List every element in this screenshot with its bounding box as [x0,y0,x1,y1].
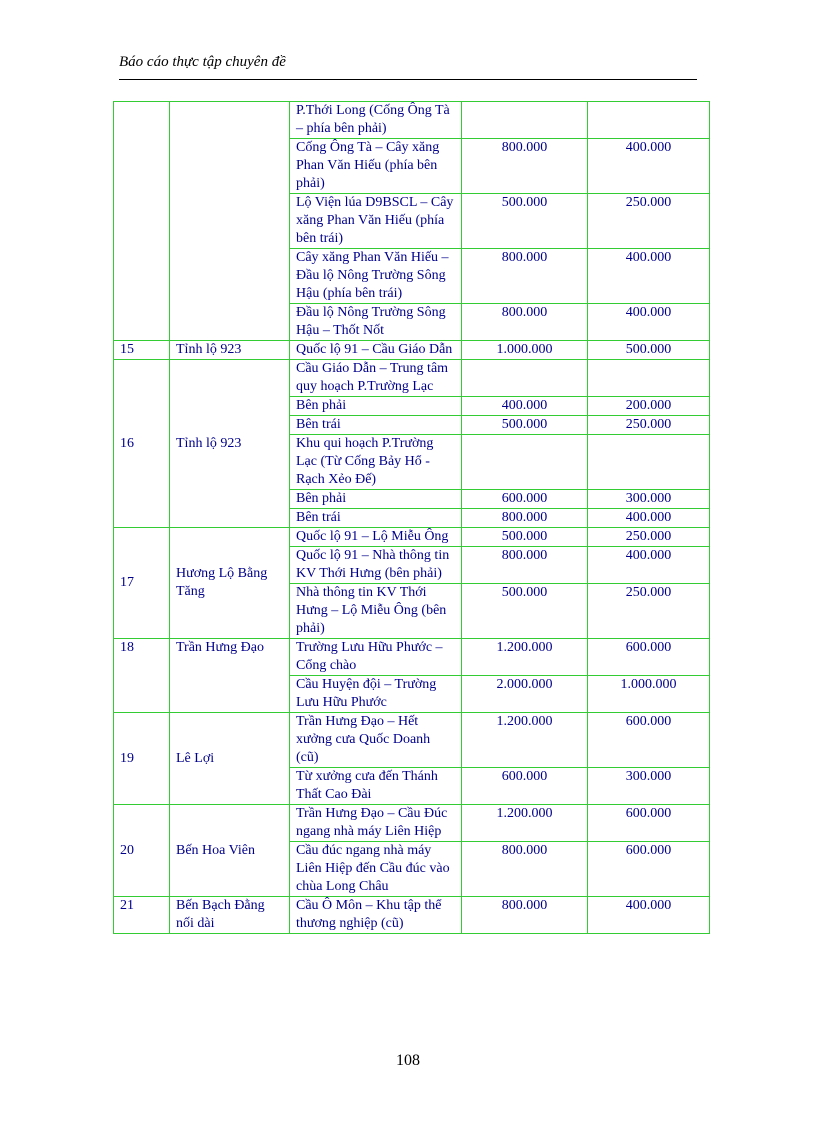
segment-cell: Quốc lộ 91 – Lộ Miễu Ông [290,528,462,547]
segment-cell: Lộ Viện lúa D9BSCL – Cây xăng Phan Văn Hiếu (phía bên trái) [290,194,462,249]
segment-cell: Bên phải [290,397,462,416]
road-name-cell: Tỉnh lộ 923 [170,341,290,360]
segment-cell: Trường Lưu Hữu Phước – Cổng chào [290,639,462,676]
price-cell: 1.000.000 [462,341,588,360]
header-title: Báo cáo thực tập chuyên đề [119,54,286,70]
segment-cell: Cầu đúc ngang nhà máy Liên Hiệp đến Cầu đúc vào chùa Long Châu [290,842,462,897]
segment-cell: Cống Ông Tà – Cây xăng Phan Văn Hiếu (phía bên phải) [290,139,462,194]
row-number-cell [114,102,170,341]
price-cell: 800.000 [462,139,588,194]
segment-cell: P.Thới Long (Cống Ông Tà – phía bên phải) [290,102,462,139]
price-cell: 500.000 [588,341,710,360]
price-cell: 400.000 [588,547,710,584]
price-cell [462,435,588,490]
price-cell: 1.200.000 [462,805,588,842]
price-cell: 500.000 [462,194,588,249]
segment-cell: Trần Hưng Đạo – Cầu Đúc ngang nhà máy Liên Hiệp [290,805,462,842]
table-row [114,528,710,547]
row-number-cell: 18 [114,639,170,713]
segment-cell: Bên trái [290,416,462,435]
table-row [114,805,710,842]
price-cell: 800.000 [462,509,588,528]
price-cell: 250.000 [588,584,710,639]
road-name-cell: Bến Hoa Viên [170,805,290,897]
table-row [114,897,710,934]
price-cell: 1.200.000 [462,639,588,676]
price-cell: 800.000 [462,249,588,304]
price-cell: 200.000 [588,397,710,416]
road-name-cell: Bến Bạch Đằng nối dài [170,897,290,934]
table-row [114,639,710,676]
price-cell [462,360,588,397]
segment-cell: Đầu lộ Nông Trường Sông Hậu – Thốt Nốt [290,304,462,341]
segment-cell: Nhà thông tin KV Thới Hưng – Lộ Miễu Ông (bên phải) [290,584,462,639]
row-number-cell: 21 [114,897,170,934]
table-row [114,102,710,139]
price-cell: 250.000 [588,528,710,547]
price-cell: 600.000 [462,490,588,509]
price-cell: 500.000 [462,416,588,435]
segment-cell: Cầu Huyện đội – Trường Lưu Hữu Phước [290,676,462,713]
price-cell: 250.000 [588,194,710,249]
road-name-cell: Tỉnh lộ 923 [170,360,290,528]
price-cell: 600.000 [588,805,710,842]
price-cell: 600.000 [462,768,588,805]
price-cell: 400.000 [588,139,710,194]
segment-cell: Trần Hưng Đạo – Hết xưởng cưa Quốc Doanh (cũ) [290,713,462,768]
table-row [114,713,710,768]
price-cell: 500.000 [462,584,588,639]
segment-cell: Bên phải [290,490,462,509]
price-cell: 800.000 [462,897,588,934]
table-row [114,360,710,397]
road-name-cell: Hương Lộ Bằng Tăng [170,528,290,639]
price-cell: 400.000 [588,509,710,528]
price-cell: 300.000 [588,490,710,509]
segment-cell: Từ xưởng cưa đến Thánh Thất Cao Đài [290,768,462,805]
segment-cell: Quốc lộ 91 – Nhà thông tin KV Thới Hưng (bên phải) [290,547,462,584]
road-name-cell [170,102,290,341]
segment-cell: Cây xăng Phan Văn Hiếu – Đầu lộ Nông Trường Sông Hậu (phía bên trái) [290,249,462,304]
segment-cell: Bên trái [290,509,462,528]
price-cell: 800.000 [462,547,588,584]
page-number: 108 [396,1052,420,1069]
row-number-cell: 20 [114,805,170,897]
price-cell: 2.000.000 [462,676,588,713]
price-cell: 250.000 [588,416,710,435]
price-cell: 600.000 [588,713,710,768]
price-cell: 300.000 [588,768,710,805]
row-number-cell: 17 [114,528,170,639]
segment-cell: Cầu Ô Môn – Khu tập thể thương nghiệp (cũ) [290,897,462,934]
price-cell [462,102,588,139]
row-number-cell: 15 [114,341,170,360]
segment-cell: Quốc lộ 91 – Cầu Giáo Dẫn [290,341,462,360]
segment-cell: Khu qui hoạch P.Trường Lạc (Từ Cống Bảy Hổ - Rạch Xẻo Đế) [290,435,462,490]
segment-cell: Cầu Giáo Dẫn – Trung tâm quy hoạch P.Trường Lạc [290,360,462,397]
price-cell: 800.000 [462,842,588,897]
header-rule [119,79,697,80]
price-cell [588,435,710,490]
price-cell: 800.000 [462,304,588,341]
price-cell: 400.000 [588,897,710,934]
price-cell: 600.000 [588,842,710,897]
road-name-cell: Lê Lợi [170,713,290,805]
price-cell: 600.000 [588,639,710,676]
price-cell: 400.000 [588,249,710,304]
price-cell: 1.200.000 [462,713,588,768]
page-header [119,52,697,80]
row-number-cell: 16 [114,360,170,528]
road-name-cell: Trần Hưng Đạo [170,639,290,713]
price-cell [588,102,710,139]
price-cell [588,360,710,397]
price-cell: 400.000 [588,304,710,341]
price-cell: 500.000 [462,528,588,547]
price-cell: 1.000.000 [588,676,710,713]
row-number-cell: 19 [114,713,170,805]
price-cell: 400.000 [462,397,588,416]
land-price-table [113,101,710,934]
table-row [114,341,710,360]
